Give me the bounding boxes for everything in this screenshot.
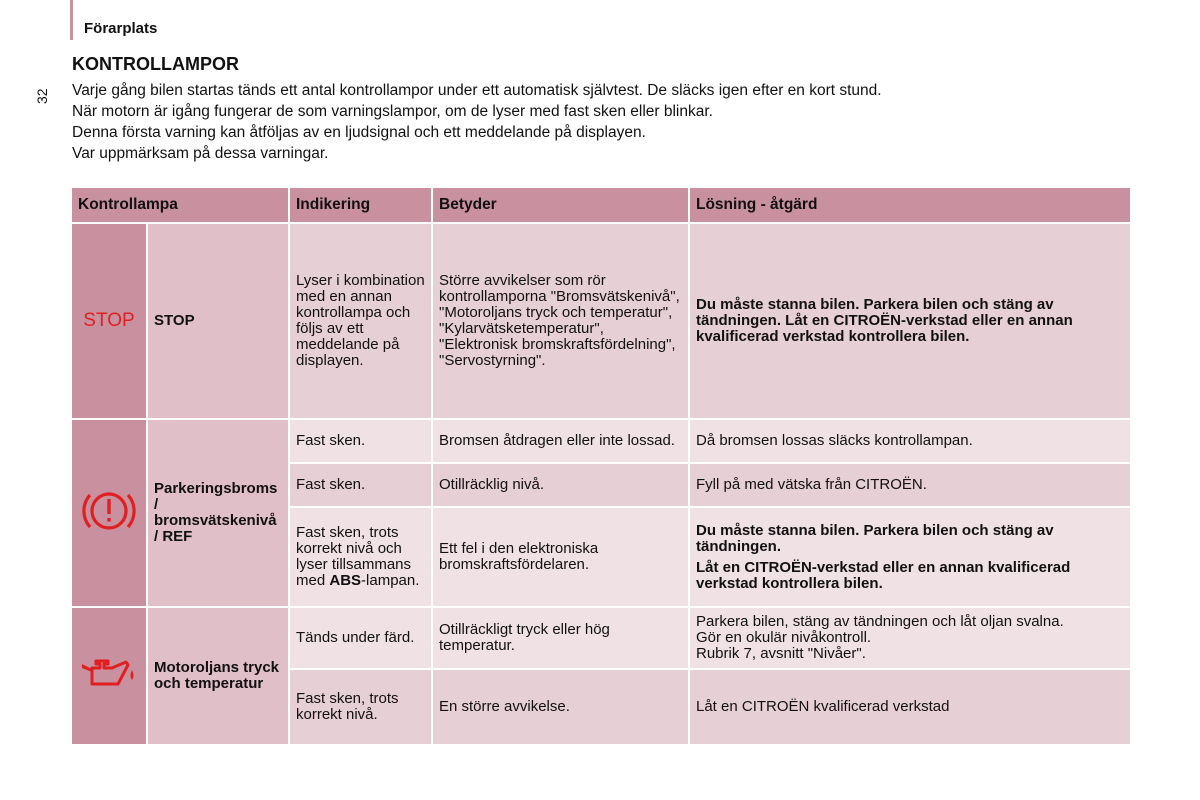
intro-line: Denna första varning kan åtföljas av en ljudsignal och ett meddelande på displayen. [72, 124, 646, 141]
header-solution: Lösning - åtgärd [689, 187, 1131, 223]
lamp-name: Motoroljans tryck och temperatur [147, 607, 289, 745]
meaning-cell: En större avvikelse. [432, 669, 689, 745]
brake-icon-cell [71, 419, 147, 607]
page-title: KONTROLLAMPOR [72, 54, 239, 74]
table-header-row [71, 187, 1131, 223]
stop-warning-icon: STOP [83, 309, 135, 331]
meaning-cell: Ett fel i den elektroniska bromskraftsfördelaren. [432, 507, 689, 607]
solution-cell [689, 607, 1131, 669]
indication-text: Fast sken, trots korrekt nivå och lyser tillsammans med [296, 524, 412, 589]
intro-text [72, 80, 1152, 164]
section-title: Förarplats [84, 20, 158, 37]
solution-cell: Fyll på med vätska från CITROËN. [689, 463, 1131, 507]
table-row [71, 419, 1131, 463]
header-meaning: Betyder [432, 187, 689, 223]
stop-icon-cell [71, 223, 147, 419]
indication-cell: Fast sken. [289, 419, 432, 463]
brake-warning-icon [78, 485, 140, 537]
abs-label: ABS [329, 572, 362, 589]
intro-line: Varje gång bilen startas tänds ett antal kontrollampor under ett automatisk självtest. De släcks igen efter en kort stund. [72, 82, 882, 99]
indication-cell [289, 507, 432, 607]
solution-text: Gör en okulär nivåkontroll. [696, 629, 872, 646]
solution-text: Låt en CITROËN-verkstad eller en annan kvalificerad verkstad kontrollera bilen. [696, 558, 1071, 592]
meaning-cell: Större avvikelser som rör kontrollamporna "Bromsvätskenivå", "Motoroljans tryck och temperatur", "Kylarvätsketemperatur", "Elektronisk bromskraftsfördelning", "Servostyrning". [432, 223, 689, 419]
lamp-name: Parkeringsbroms / bromsvätskenivå / REF [147, 419, 289, 607]
indication-text: -lampan. [361, 572, 420, 589]
lamp-name: STOP [147, 223, 289, 419]
warning-lamp-table [70, 186, 1132, 746]
solution-cell: Då bromsen lossas släcks kontrollampan. [689, 419, 1131, 463]
header-indication: Indikering [289, 187, 432, 223]
oil-icon-cell [71, 607, 147, 745]
meaning-cell: Bromsen åtdragen eller inte lossad. [432, 419, 689, 463]
indication-cell: Lyser i kombination med en annan kontrollampa och följs av ett meddelande på displayen. [289, 223, 432, 419]
solution-cell [689, 507, 1131, 607]
table-row [71, 223, 1131, 419]
solution-text: Rubrik 7, avsnitt "Nivåer". [696, 645, 866, 662]
oil-can-icon [78, 656, 140, 692]
section-marker [70, 0, 73, 40]
indication-cell: Tänds under färd. [289, 607, 432, 669]
meaning-cell: Otillräcklig nivå. [432, 463, 689, 507]
intro-line: Var uppmärksam på dessa varningar. [72, 145, 329, 162]
page-number: 32 [34, 88, 50, 104]
meaning-cell: Otillräckligt tryck eller hög temperatur. [432, 607, 689, 669]
intro-line: När motorn är igång fungerar de som varningslampor, om de lyser med fast sken eller blinkar. [72, 103, 713, 120]
indication-cell: Fast sken, trots korrekt nivå. [289, 669, 432, 745]
solution-cell: Du måste stanna bilen. Parkera bilen och stäng av tändningen. Låt en CITROËN-verkstad eller en annan kvalificerad verkstad kontrollera bilen. [689, 223, 1131, 419]
indication-cell: Fast sken. [289, 463, 432, 507]
table-row [71, 607, 1131, 669]
solution-text: Du måste stanna bilen. Parkera bilen och stäng av tändningen. [696, 521, 1054, 555]
header-lamp: Kontrollampa [71, 187, 289, 223]
solution-cell: Låt en CITROËN kvalificerad verkstad [689, 669, 1131, 745]
solution-text: Parkera bilen, stäng av tändningen och låt oljan svalna. [696, 613, 1064, 630]
